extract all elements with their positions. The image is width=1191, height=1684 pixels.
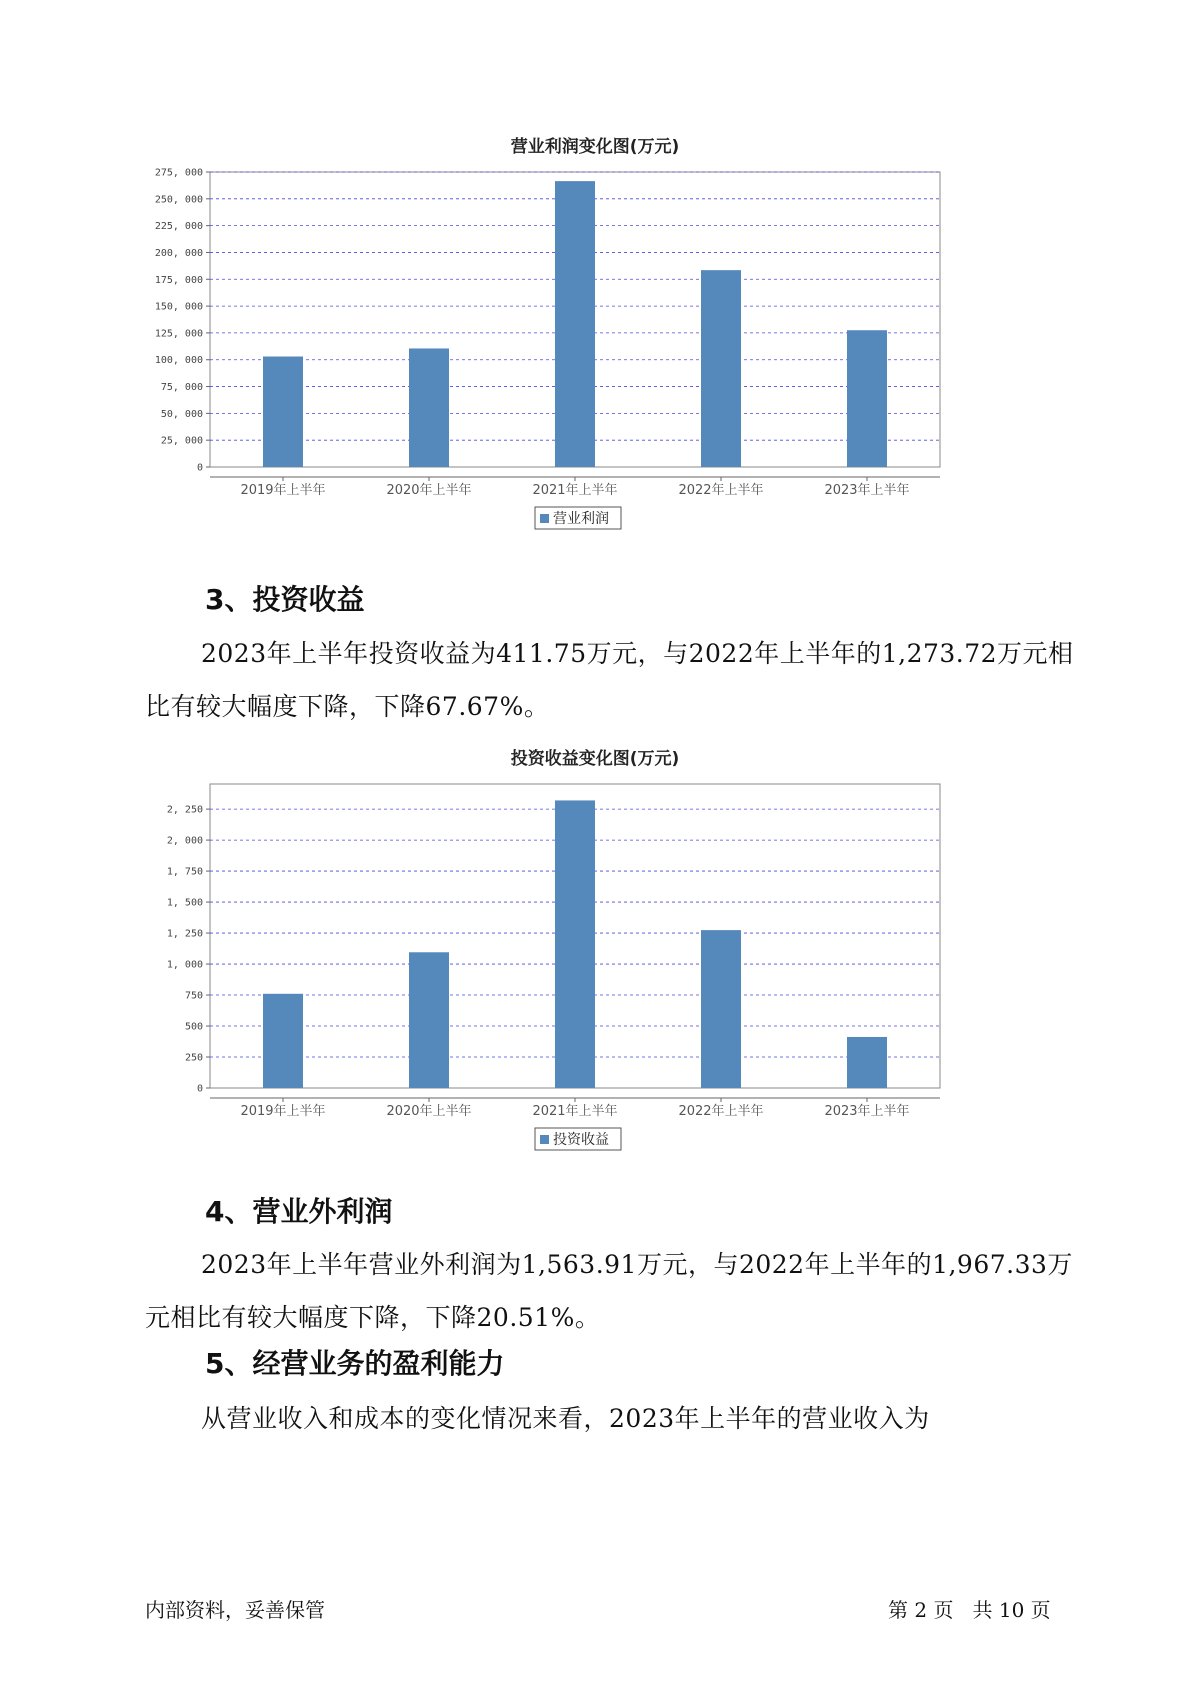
- x-tick-label: 2023年上半年: [824, 1104, 910, 1119]
- bar: [409, 952, 449, 1088]
- investment-income-chart-svg: [150, 770, 1040, 1170]
- y-tick-label: 75, 000: [160, 382, 203, 394]
- paragraph-non-operating-profit: 2023年上半年营业外利润为1,563.91万元，与2022年上半年的1,967.33万元相比有较大幅度下降，下降20.51%。: [145, 1250, 1073, 1332]
- footer-left: 内部资料，妥善保管: [145, 1598, 325, 1622]
- x-tick-label: 2019年上半年: [240, 483, 326, 498]
- legend-label: 投资收益: [553, 1132, 609, 1148]
- paragraph-profitability: 从营业收入和成本的变化情况来看，2023年上半年的营业收入为: [201, 1404, 930, 1433]
- x-tick-label: 2019年上半年: [240, 1104, 326, 1119]
- x-tick-label: 2023年上半年: [824, 483, 910, 498]
- paragraph-investment-income: 2023年上半年投资收益为411.75万元，与2022年上半年的1,273.72万元相比有较大幅度下降，下降67.67%。: [145, 639, 1074, 721]
- x-tick-label: 2022年上半年: [678, 1104, 764, 1119]
- y-tick-label: 250, 000: [154, 194, 203, 206]
- section-heading-profitability: 5、经营业务的盈利能力: [205, 1347, 505, 1380]
- y-tick-label: 750: [184, 990, 203, 1002]
- section-heading-non-operating-profit: 4、营业外利润: [205, 1195, 393, 1228]
- bar: [263, 357, 303, 467]
- legend-swatch: [540, 1135, 549, 1144]
- footer-page-number: 第 2 页 共 10 页: [888, 1598, 1051, 1622]
- legend: [535, 507, 621, 529]
- investment-income-chart: [150, 740, 1040, 1160]
- chart-title: 投资收益变化图(万元): [510, 749, 680, 769]
- x-tick-label: 2022年上半年: [678, 483, 764, 498]
- y-tick-label: 1, 500: [166, 897, 203, 909]
- y-tick-label: 1, 250: [166, 928, 203, 940]
- y-tick-label: 1, 000: [166, 959, 203, 971]
- y-tick-label: 225, 000: [154, 221, 203, 233]
- bar: [701, 270, 741, 467]
- legend: [535, 1128, 621, 1150]
- y-tick-label: 2, 250: [166, 804, 203, 816]
- x-tick-label: 2020年上半年: [386, 1104, 472, 1119]
- x-tick-label: 2021年上半年: [532, 483, 618, 498]
- y-tick-label: 175, 000: [154, 274, 203, 286]
- x-tick-label: 2020年上半年: [386, 483, 472, 498]
- y-tick-label: 150, 000: [154, 301, 203, 313]
- y-tick-label: 500: [184, 1021, 203, 1033]
- legend-label: 营业利润: [553, 511, 609, 527]
- section-heading-investment-income: 3、投资收益: [205, 583, 365, 616]
- y-tick-label: 275, 000: [154, 167, 203, 179]
- y-tick-label: 200, 000: [154, 247, 203, 259]
- y-tick-label: 50, 000: [160, 408, 203, 420]
- y-tick-label: 0: [196, 462, 203, 474]
- y-tick-label: 250: [184, 1052, 203, 1064]
- bar: [409, 348, 449, 467]
- y-tick-label: 0: [196, 1083, 203, 1095]
- bar: [555, 800, 595, 1088]
- y-tick-label: 100, 000: [154, 355, 203, 367]
- y-tick-label: 2, 000: [166, 835, 203, 847]
- bar: [847, 330, 887, 467]
- bar: [555, 181, 595, 467]
- y-tick-label: 125, 000: [154, 328, 203, 340]
- x-tick-label: 2021年上半年: [532, 1104, 618, 1119]
- operating-profit-chart-svg: [150, 158, 1040, 558]
- legend-swatch: [540, 514, 549, 523]
- y-tick-label: 1, 750: [166, 866, 203, 878]
- bar: [847, 1037, 887, 1088]
- bar: [701, 930, 741, 1088]
- chart-title: 营业利润变化图(万元): [510, 137, 680, 157]
- y-tick-label: 25, 000: [160, 435, 203, 447]
- bar: [263, 994, 303, 1088]
- operating-profit-chart: [150, 128, 1040, 548]
